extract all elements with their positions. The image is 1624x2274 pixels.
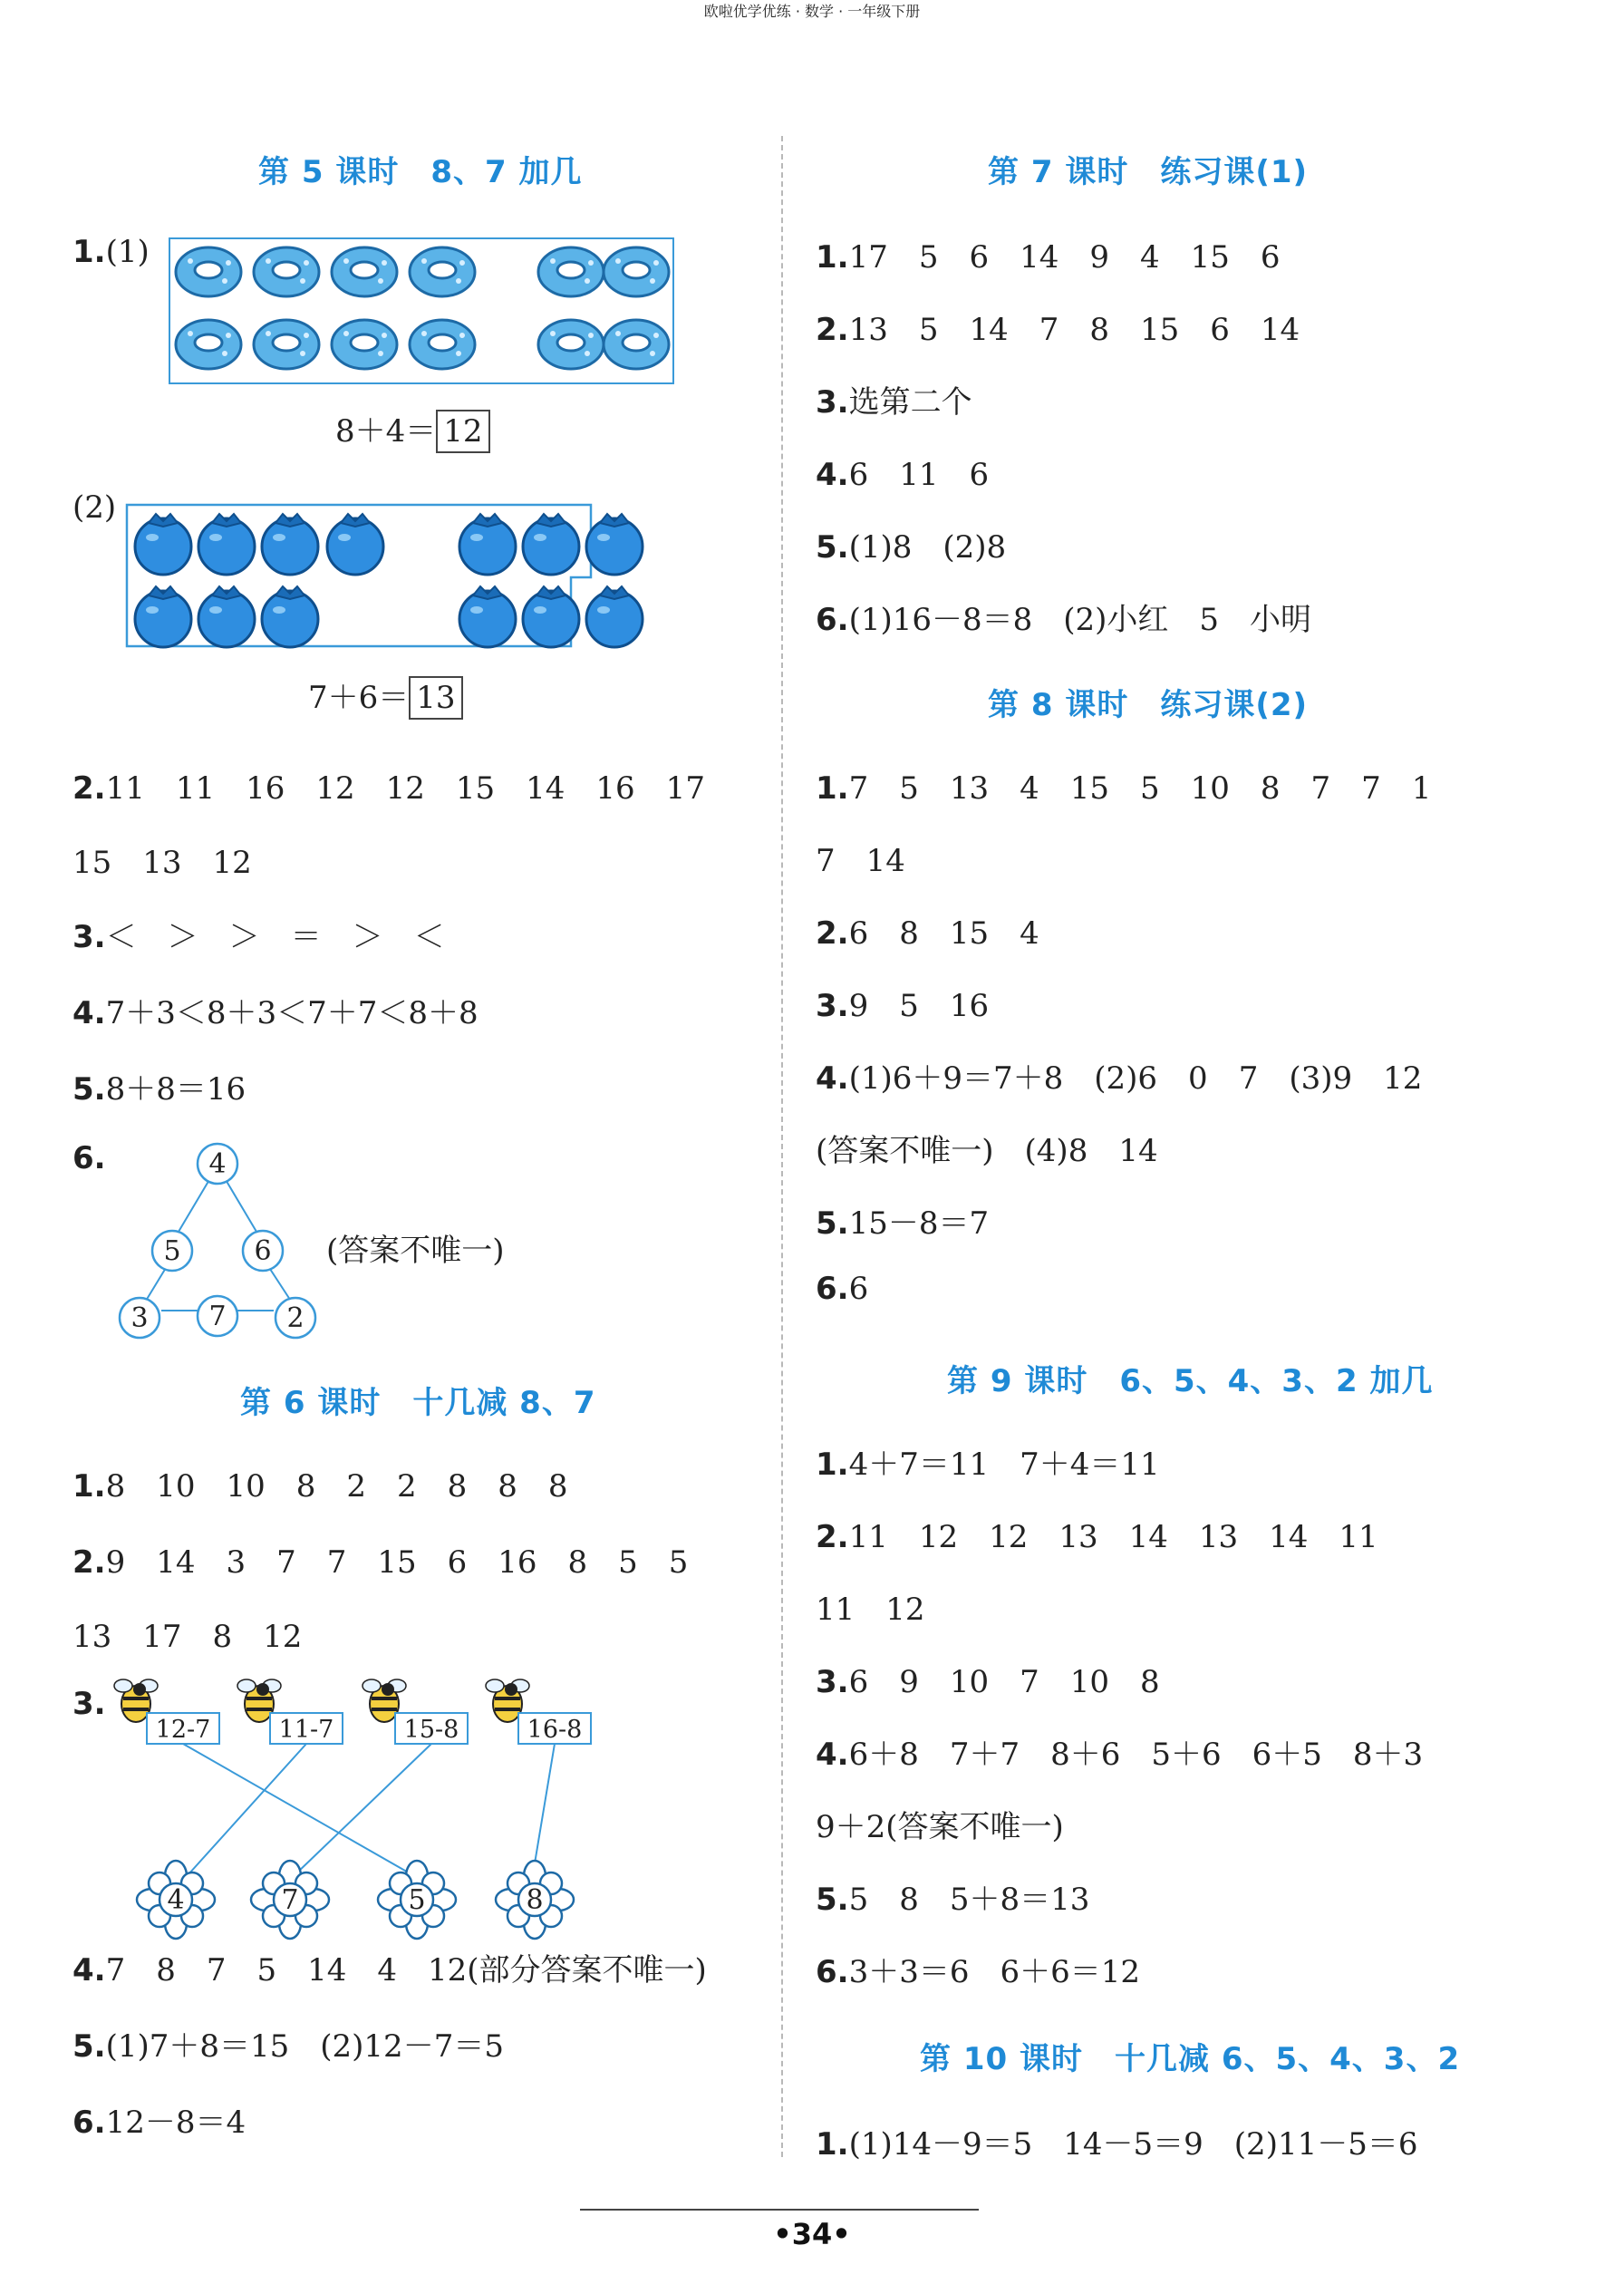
lesson10-heading: 第 10 课时 十几减 6、5、4、3、2	[920, 2041, 1461, 2077]
answer-text: (1)6＋9＝7＋8 (2)6 0 7 (3)9 12	[848, 1060, 1423, 1097]
answer-text: (1)14－9＝5 14－5＝9 (2)11－5＝6	[848, 2126, 1418, 2163]
lesson5-heading: 第 5 课时 8、7 加几	[258, 154, 583, 190]
answer-text: 3＋3＝6 6＋6＝12	[848, 1954, 1141, 1990]
lesson5-q1-equation2	[308, 673, 463, 720]
column-divider	[781, 136, 783, 2157]
lesson9-heading: 第 9 课时 6、5、4、3、2 加几	[947, 1363, 1434, 1399]
answer-text: 6＋8 7＋7 8＋6 5＋6 6＋5 8＋3	[848, 1737, 1424, 1773]
lesson9-q6	[816, 1947, 1140, 1991]
lesson9-q2	[816, 1512, 1378, 1556]
lesson5-q3	[72, 912, 445, 956]
answer-text: 4＋7＝11 7＋4＝11	[848, 1447, 1160, 1483]
lesson10-q1	[816, 2119, 1417, 2163]
answer-text: 选第二个	[848, 384, 972, 421]
lesson8-q2	[816, 908, 1039, 953]
answer-text: 9 14 3 7 7 15 6 16 8 5 5	[105, 1544, 689, 1581]
answer-text: ＜ ＞ ＞ ＝ ＞ ＜	[105, 919, 445, 955]
question-number: 4.	[72, 1952, 106, 1989]
bee-flower-matching-diagram	[109, 1686, 689, 1940]
lesson6-heading: 第 6 课时 十几减 8、7	[240, 1385, 596, 1421]
match-line	[188, 1744, 306, 1874]
answer-text: (1)8 (2)8	[848, 529, 1007, 566]
answer-box: 12	[436, 410, 489, 453]
answer-text: 8＋8＝16	[105, 1071, 246, 1108]
triangle-botmid-value: 7	[208, 1301, 227, 1332]
answer-text: 7＋3＜8＋3＜7＋7＜8＋8	[105, 995, 478, 1031]
tomato-group-frame	[127, 503, 734, 657]
lesson7-heading: 第 7 课时 练习课(1)	[988, 154, 1309, 190]
triangle-botleft-value: 3	[130, 1302, 149, 1334]
answer-text: 11 11 16 12 12 15 14 16 17	[105, 770, 705, 807]
lesson7-q2	[816, 305, 1300, 349]
lesson5-q5	[72, 1064, 246, 1108]
question-number: 1.	[816, 2126, 849, 2163]
question-number: 6.	[816, 602, 849, 638]
triangle-top-value: 4	[208, 1148, 227, 1180]
match-line	[533, 1744, 555, 1874]
flower-value: 4	[167, 1884, 185, 1916]
question-number: 2.	[816, 915, 849, 952]
triangle-midright-value: 6	[254, 1235, 272, 1267]
lesson5-q1-part2-label: (2)	[72, 489, 117, 526]
question-number: 1.	[72, 1468, 106, 1505]
question-number: 3.	[816, 1664, 849, 1700]
answer-text: 15－8＝7	[848, 1205, 990, 1242]
lesson9-q4-line2: 9＋2(答案不唯一)	[816, 1809, 1064, 1845]
question-number: 1.	[72, 234, 106, 270]
question-number: 2.	[72, 1544, 106, 1581]
triangle-midleft-value: 5	[163, 1235, 181, 1267]
lesson8-q4	[816, 1053, 1422, 1098]
lesson8-q1-line2: 7 14	[816, 843, 905, 879]
lesson6-q2	[72, 1537, 688, 1582]
lesson5-q2	[72, 763, 705, 808]
card-label: 11-7	[278, 1716, 334, 1744]
part-label: (1)	[105, 234, 150, 270]
answer-box: 13	[409, 676, 462, 720]
card-label: 15-8	[403, 1716, 459, 1744]
question-number: 4.	[816, 1737, 849, 1773]
lesson6-q1	[72, 1461, 568, 1505]
flower-value: 5	[408, 1884, 426, 1916]
page-number: •34•	[773, 2217, 851, 2251]
question-number: 2.	[72, 770, 106, 807]
question-number: 1.	[816, 770, 849, 807]
lesson8-q1	[816, 763, 1431, 808]
flower-value: 7	[281, 1884, 299, 1916]
equation: 8＋4＝	[335, 413, 437, 450]
answer-text: (1)7＋8＝15 (2)12－7＝5	[105, 2028, 504, 2065]
question-number: 3.	[816, 384, 849, 421]
question-number: 6.	[816, 1271, 849, 1307]
question-number: 5.	[816, 1882, 849, 1918]
answer-text: 8 10 10 8 2 2 8 8 8	[105, 1468, 568, 1505]
lesson8-q6	[816, 1271, 868, 1307]
question-number: 5.	[72, 2028, 106, 2065]
lesson6-q2-line2: 13 17 8 12	[72, 1619, 303, 1655]
answer-text: 6 9 10 7 10 8	[848, 1664, 1160, 1700]
flower-value: 8	[526, 1884, 544, 1916]
triangle-note: (答案不唯一)	[326, 1233, 505, 1269]
question-number: 6.	[816, 1954, 849, 1990]
lesson9-q5	[816, 1874, 1089, 1919]
lesson5-q6	[72, 1140, 106, 1176]
lesson9-q2-line2: 11 12	[816, 1592, 925, 1628]
lesson6-q3	[72, 1686, 106, 1722]
equation: 7＋6＝	[308, 680, 410, 716]
lesson5-q2-line2: 15 13 12	[72, 845, 252, 881]
question-number: 4.	[72, 995, 106, 1031]
question-number: 5.	[816, 529, 849, 566]
book-title-footer: 欧啦优学优练 · 数学 · 一年级下册	[703, 3, 921, 20]
lesson7-q3	[816, 377, 972, 421]
answer-text: 6 8 15 4	[848, 915, 1039, 952]
answer-text: 9 5 16	[848, 988, 990, 1024]
lesson7-q4	[816, 450, 989, 494]
question-number: 2.	[816, 312, 849, 348]
lesson6-q4	[72, 1945, 707, 1989]
question-number: 2.	[816, 1519, 849, 1555]
lesson5-q4	[72, 988, 478, 1032]
question-number: 6.	[72, 2105, 106, 2141]
swim-ring-icons	[172, 243, 671, 379]
match-line	[183, 1744, 411, 1874]
lesson6-q5	[72, 2021, 504, 2066]
card-label: 16-8	[527, 1716, 583, 1744]
answer-text: 7 5 13 4 15 5 10 8 7 7 1	[848, 770, 1432, 807]
lesson8-q4-line2: (答案不唯一) (4)8 14	[816, 1133, 1158, 1169]
answer-text: 11 12 12 13 14 13 14 11	[848, 1519, 1378, 1555]
answer-text: 17 5 6 14 9 4 15 6	[848, 239, 1281, 276]
question-number: 5.	[816, 1205, 849, 1242]
lesson8-heading: 第 8 课时 练习课(2)	[988, 687, 1309, 723]
answer-text: (1)16－8＝8 (2)小红 5 小明	[848, 602, 1312, 638]
answer-text: 6	[848, 1271, 869, 1307]
question-number: 4.	[816, 1060, 849, 1097]
lesson9-q3	[816, 1657, 1160, 1701]
lesson8-q3	[816, 981, 989, 1025]
question-number: 3.	[72, 919, 106, 955]
question-number: 3.	[72, 1686, 106, 1722]
footer-rule	[580, 2209, 979, 2211]
question-number: 1.	[816, 239, 849, 276]
answer-text: 12－8＝4	[105, 2105, 246, 2141]
lesson7-q5	[816, 522, 1006, 566]
lesson9-q4	[816, 1729, 1423, 1774]
answer-text: 7 8 7 5 14 4 12(部分答案不唯一)	[105, 1952, 707, 1989]
card-label: 12-7	[155, 1716, 211, 1744]
lesson6-q6	[72, 2097, 246, 2142]
question-number: 4.	[816, 457, 849, 493]
answer-text: 6 11 6	[848, 457, 990, 493]
question-number: 3.	[816, 988, 849, 1024]
answer-text: 13 5 14 7 8 15 6 14	[848, 312, 1300, 348]
lesson9-q1	[816, 1439, 1160, 1484]
lesson7-q1	[816, 232, 1281, 276]
triangle-botright-value: 2	[286, 1302, 304, 1334]
lesson5-q1-equation1	[335, 406, 490, 453]
lesson5-q1	[72, 234, 150, 270]
answer-text: 5 8 5＋8＝13	[848, 1882, 1090, 1918]
question-number: 1.	[816, 1447, 849, 1483]
lesson7-q6	[816, 595, 1311, 639]
question-number: 6.	[72, 1140, 106, 1176]
match-line	[295, 1744, 431, 1874]
lesson8-q5	[816, 1198, 989, 1243]
question-number: 5.	[72, 1071, 106, 1108]
